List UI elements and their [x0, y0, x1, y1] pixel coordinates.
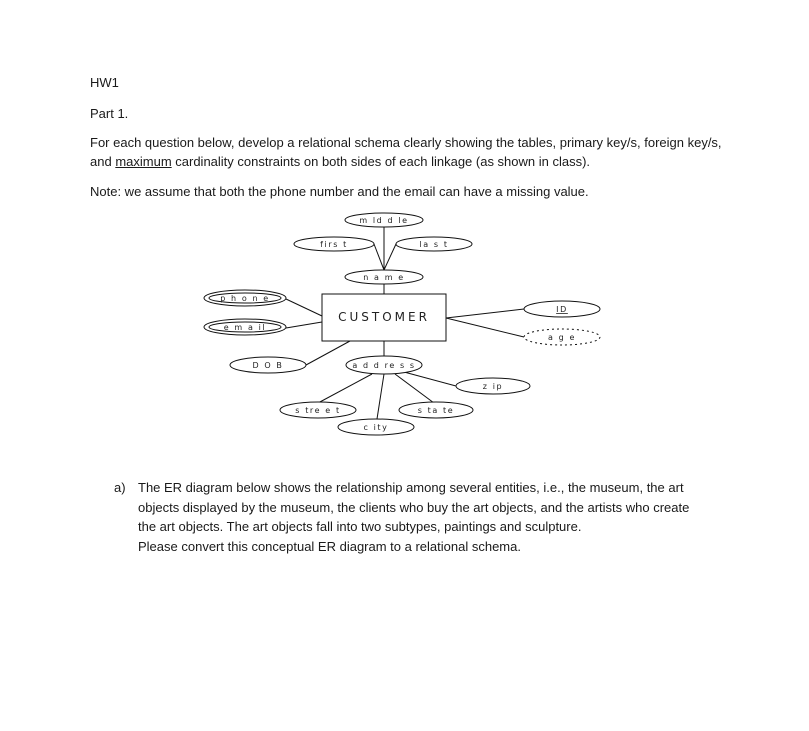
question-a-line-2: objects displayed by the museum, the clients who buy the art objects, and the artists who create: [138, 499, 690, 515]
intro-underlined-word: maximum: [115, 154, 172, 169]
attr-phone: p h o n e: [220, 294, 270, 303]
line-address-street: [318, 374, 372, 403]
line-phone-customer: [286, 299, 322, 316]
intro-text-after: cardinality constraints on both sides of each linkage (as shown in class).: [171, 154, 591, 169]
line-address-city: [377, 374, 384, 419]
attr-dob: D O B: [252, 361, 284, 370]
question-a: [114, 478, 734, 556]
line-email-customer: [286, 322, 322, 328]
line-age-customer: [446, 318, 524, 337]
attr-zip: z ip: [482, 382, 504, 391]
attr-name: n a m e: [363, 273, 405, 282]
attr-age: a g e: [548, 333, 576, 342]
question-a-line-4: Please convert this conceptual ER diagram to a relational schema.: [138, 538, 521, 554]
line-dob-customer: [306, 341, 350, 365]
attr-state: s ta te: [417, 406, 455, 415]
attr-phone-multivalued: [204, 290, 286, 306]
note-paragraph: Note: we assume that both the phone number and the email can have a missing value.: [90, 184, 589, 199]
line-last-name: [384, 244, 396, 270]
question-a-line-1: The ER diagram below shows the relationship among several entities, i.e., the museum, the art: [138, 480, 684, 495]
attr-street: s tre e t: [295, 406, 341, 415]
doc-title: HW1: [90, 75, 119, 90]
question-a-marker: a): [114, 480, 126, 495]
attr-email: e m a il: [223, 323, 267, 332]
attr-id-primary-key: ID: [556, 305, 568, 314]
line-address-zip: [404, 372, 456, 386]
intro-text-before: For each question below, develop a relational schema clearly showing the tables, primary key/s, foreign key/s, and: [90, 135, 722, 169]
attr-first: firs t: [320, 240, 348, 249]
customer-entity-label: CUSTOMER: [338, 310, 430, 324]
attr-middle: m ld d le: [359, 216, 409, 225]
line-first-name: [374, 244, 384, 270]
question-a-body: [138, 478, 734, 556]
attr-last: la s t: [419, 240, 449, 249]
attr-city: c ity: [363, 423, 389, 432]
attr-email-multivalued: [204, 319, 286, 335]
attr-address: a d d re s s: [352, 361, 416, 370]
question-a-line-3: the art objects. The art objects fall into two subtypes, paintings and sculpture.: [138, 519, 582, 534]
line-id-customer: [446, 309, 524, 318]
part-heading: Part 1.: [90, 106, 129, 121]
